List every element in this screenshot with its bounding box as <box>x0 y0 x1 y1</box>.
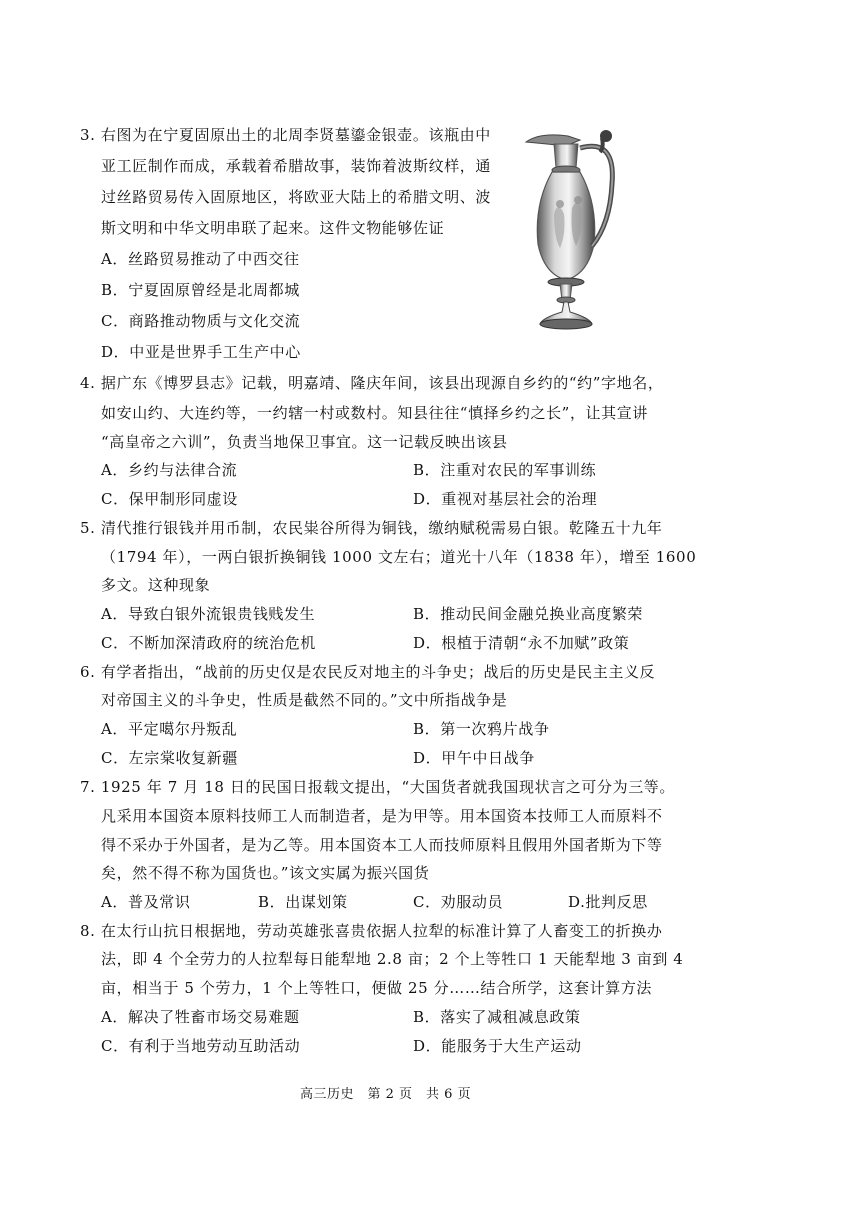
question-8-option-b: B．落实了减租减息政策 <box>413 1008 581 1026</box>
gilded-silver-ewer-image <box>520 124 630 334</box>
question-3-option-a: A．丝路贸易推动了中西交往 <box>101 250 300 268</box>
question-8-line-2: 法，即 4 个全劳力的人拉犁每日能犁地 2.8 亩；2 个上等牲口 1 天能犁地 3 亩到 4 <box>101 950 684 968</box>
question-4-line-2: 如安山约、大连约等，一约辖一村或数村。知县往往“慎择乡约之长”，让其宣讲 <box>101 404 648 422</box>
question-4-option-c: C．保甲制形同虚设 <box>101 490 238 508</box>
question-8-option-d: D．能服务于大生产运动 <box>413 1037 582 1055</box>
question-3-line-3: 过丝路贸易传入固原地区，将欧亚大陆上的希腊文明、波 <box>101 188 492 206</box>
question-4-option-a: A．乡约与法律合流 <box>101 461 238 479</box>
question-7-line-1: 7. 1925 年 7 月 18 日的民国日报载文提出，“大国货者就我国现状言之可分为三等。 <box>80 778 675 796</box>
question-7-option-b: B．出谋划策 <box>258 893 348 911</box>
question-3-line-1: 3. 右图为在宁夏固原出土的北周李贤墓鎏金银壶。该瓶由中 <box>80 126 491 144</box>
question-8-line-3: 亩，相当于 5 个劳力，1 个上等牲口，便做 25 分……结合所学，这套计算方法 <box>101 979 653 997</box>
question-6-option-b: B．第一次鸦片战争 <box>413 720 550 738</box>
question-6-option-d: D．甲午中日战争 <box>413 749 535 767</box>
question-5-option-a: A．导致白银外流银贵钱贱发生 <box>101 605 316 623</box>
question-7-line-3: 得不采办于外国者，是为乙等。用本国资本工人而技师原料且假用外国者斯为下等 <box>101 836 663 854</box>
question-8-option-c: C．有利于当地劳动互助活动 <box>101 1037 301 1055</box>
question-7-option-a: A．普及常识 <box>101 893 191 911</box>
question-7-line-2: 凡采用本国资本原料技师工人而制造者，是为甲等。用本国资本技师工人而原料不 <box>101 807 663 825</box>
question-6-line-1: 6. 有学者指出，“战前的历史仅是农民反对地主的斗争史；战后的历史是民主主义反 <box>80 663 656 681</box>
question-7-option-d: D.批判反思 <box>568 893 648 911</box>
question-6-line-2: 对帝国主义的斗争史，性质是截然不同的。”文中所指战争是 <box>101 691 508 709</box>
question-5-option-c: C．不断加深清政府的统治危机 <box>101 634 316 652</box>
question-4-option-d: D．重视对基层社会的治理 <box>413 490 598 508</box>
question-7-option-c: C．劝服动员 <box>413 893 504 911</box>
question-6-option-a: A．平定噶尔丹叛乱 <box>101 720 238 738</box>
question-7-line-4: 矣，然不得不称为国货也。”该文实属为振兴国货 <box>101 864 430 882</box>
question-3-line-4: 斯文明和中华文明串联了起来。这件文物能够佐证 <box>101 219 445 237</box>
page-footer: 高三历史 第 2 页 共 6 页 <box>300 1087 472 1102</box>
question-5-line-3: 多文。这种现象 <box>101 576 211 594</box>
question-8-line-1: 8. 在太行山抗日根据地，劳动英雄张喜贵依据人拉犁的标准计算了人畜变工的折换办 <box>80 922 663 940</box>
question-3-option-c: C．商路推动物质与文化交流 <box>101 312 301 330</box>
question-3-option-d: D．中亚是世界手工生产中心 <box>101 343 301 361</box>
question-5-line-2: （1794 年），一两白银折换铜钱 1000 文左右；道光十八年（1838 年），增至 1600 <box>101 548 697 566</box>
question-3-option-b: B．宁夏固原曾经是北周都城 <box>101 281 300 299</box>
question-5-line-1: 5. 清代推行银钱并用币制，农民粜谷所得为铜钱，缴纳赋税需易白银。乾隆五十九年 <box>80 519 663 537</box>
question-6-option-c: C．左宗棠收复新疆 <box>101 749 238 767</box>
question-5-option-d: D．根植于清朝“永不加赋”政策 <box>413 634 630 652</box>
question-8-option-a: A．解决了牲畜市场交易难题 <box>101 1008 300 1026</box>
question-5-option-b: B．推动民间金融兑换业高度繁荣 <box>413 605 644 623</box>
question-4-line-1: 4. 据广东《博罗县志》记载，明嘉靖、隆庆年间，该县出现源自乡约的“约”字地名， <box>80 374 664 392</box>
question-3-line-2: 亚工匠制作而成，承载着希腊故事，装饰着波斯纹样，通 <box>101 157 492 175</box>
question-4-option-b: B．注重对农民的军事训练 <box>413 461 597 479</box>
question-4-line-3: “高皇帝之六训”，负责当地保卫事宜。这一记载反映出该县 <box>101 433 508 451</box>
